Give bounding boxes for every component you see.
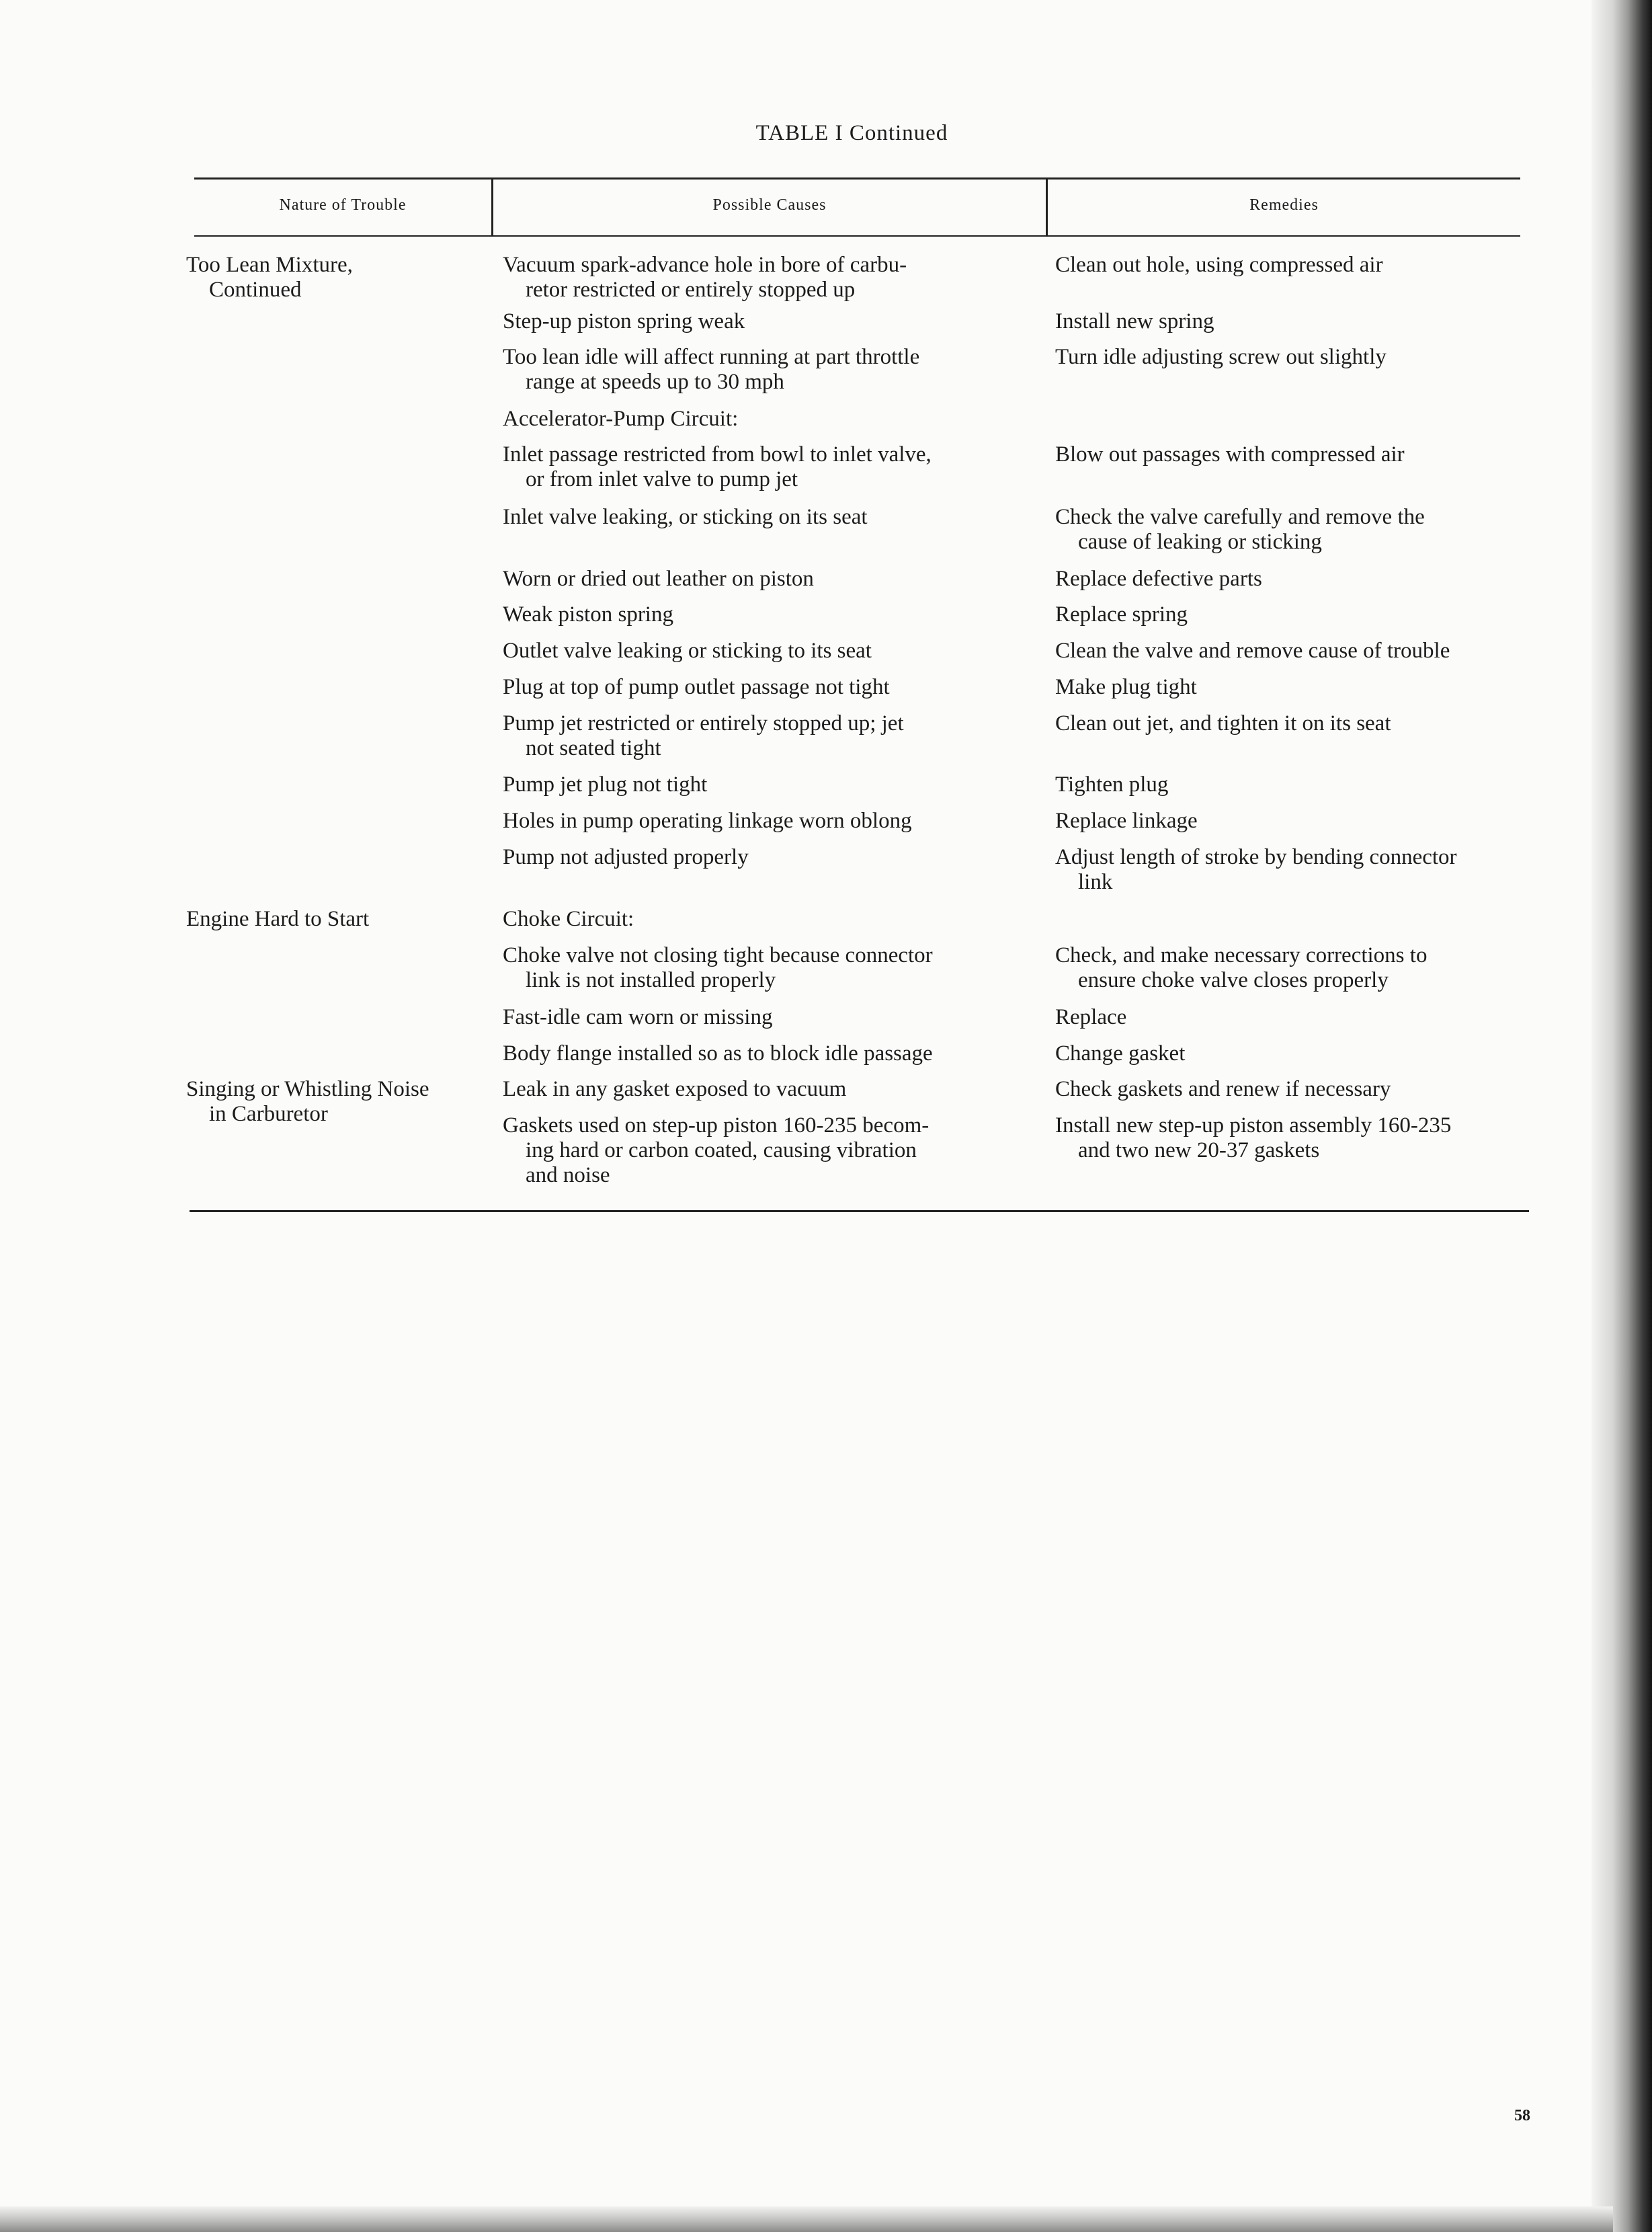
remedy-cell: Clean the valve and remove cause of trouble — [1055, 639, 1450, 663]
remedy-cell: Blow out passages with compressed air — [1055, 442, 1405, 467]
cause-cell: Choke Circuit: — [503, 907, 634, 931]
page-number: 58 — [1514, 2107, 1530, 2124]
cause-cell: Worn or dried out leather on piston — [503, 567, 814, 591]
cause-cell: Step-up piston spring weak — [503, 309, 745, 333]
cause-cell: Fast-idle cam worn or missing — [503, 1005, 773, 1029]
cause-cell: Holes in pump operating linkage worn oblong — [503, 809, 912, 833]
cause-cell: Gaskets used on step-up piston 160-235 becom- ing hard or carbon coated, causing vibration and noise — [503, 1113, 930, 1187]
remedy-cell: Change gasket — [1055, 1041, 1186, 1066]
table-title: TABLE I Continued — [755, 121, 948, 145]
column-header-possible-causes: Possible Causes — [712, 196, 827, 214]
cause-cell: Too lean idle will affect running at part throttle range at speeds up to 30 mph — [503, 345, 920, 394]
remedy-cell: Replace defective parts — [1055, 567, 1262, 591]
table-header-rule — [194, 235, 1520, 237]
remedy-cell: Replace spring — [1055, 602, 1188, 627]
cause-cell: Pump not adjusted properly — [503, 845, 749, 869]
cause-cell: Leak in any gasket exposed to vacuum — [503, 1077, 847, 1101]
remedy-cell: Replace linkage — [1055, 809, 1198, 833]
column-header-nature-of-trouble: Nature of Trouble — [279, 196, 407, 214]
cause-cell: Pump jet plug not tight — [503, 772, 708, 797]
trouble-cell: Singing or Whistling Noise in Carburetor — [186, 1077, 429, 1126]
page-edge-shadow — [1592, 0, 1652, 2232]
trouble-cell: Too Lean Mixture, Continued — [186, 253, 353, 302]
remedy-cell: Clean out jet, and tighten it on its seat — [1055, 711, 1391, 735]
remedy-cell: Tighten plug — [1055, 772, 1169, 797]
remedy-cell: Turn idle adjusting screw out slightly — [1055, 345, 1387, 369]
remedy-cell: Check gaskets and renew if necessary — [1055, 1077, 1391, 1101]
cause-cell: Plug at top of pump outlet passage not tight — [503, 675, 890, 699]
cause-cell: Pump jet restricted or entirely stopped up; jet not seated tight — [503, 711, 904, 760]
cause-cell: Outlet valve leaking or sticking to its seat — [503, 639, 872, 663]
remedy-cell: Install new step-up piston assembly 160-235 and two new 20-37 gaskets — [1055, 1113, 1452, 1162]
cause-cell: Inlet passage restricted from bowl to inlet valve, or from inlet valve to pump jet — [503, 442, 932, 491]
remedy-cell: Adjust length of stroke by bending connector link — [1055, 845, 1457, 894]
table-bottom-rule — [190, 1210, 1529, 1212]
remedy-cell: Check, and make necessary corrections to ensure choke valve closes properly — [1055, 943, 1428, 992]
cause-cell: Weak piston spring — [503, 602, 673, 627]
remedy-cell: Make plug tight — [1055, 675, 1197, 699]
remedy-cell: Clean out hole, using compressed air — [1055, 253, 1383, 277]
table-top-rule — [194, 177, 1520, 180]
column-header-remedies: Remedies — [1249, 196, 1319, 214]
trouble-cell: Engine Hard to Start — [186, 907, 370, 931]
cause-cell: Body flange installed so as to block idle passage — [503, 1041, 933, 1066]
bottom-edge-shadow — [0, 2206, 1613, 2232]
remedy-cell: Replace — [1055, 1005, 1127, 1029]
remedy-cell: Check the valve carefully and remove the cause of leaking or sticking — [1055, 505, 1425, 554]
cause-cell: Inlet valve leaking, or sticking on its seat — [503, 505, 868, 529]
cause-cell: Vacuum spark-advance hole in bore of carbu- retor restricted or entirely stopped up — [503, 253, 907, 302]
cause-cell: Accelerator-Pump Circuit: — [503, 407, 739, 431]
remedy-cell: Install new spring — [1055, 309, 1214, 333]
cause-cell: Choke valve not closing tight because connector link is not installed properly — [503, 943, 933, 992]
